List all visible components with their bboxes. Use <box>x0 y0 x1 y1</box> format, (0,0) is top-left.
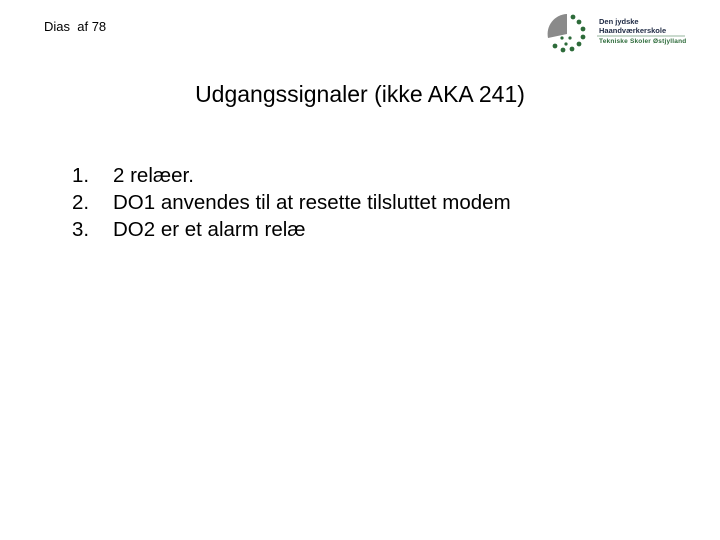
slide-title <box>0 80 720 108</box>
school-logo <box>541 8 687 58</box>
logo-line-1: Den jydske <box>599 17 639 26</box>
list-item-text: DO2 er et alarm relæ <box>113 218 306 241</box>
numbered-list <box>72 162 511 243</box>
list-item-text: 2 relæer. <box>113 164 194 187</box>
slide-label: Dias <box>44 19 71 34</box>
list-item-number: 2. <box>72 191 90 214</box>
slide-counter <box>44 19 106 35</box>
logo-line-3: Tekniske Skoler Østjylland <box>599 38 687 45</box>
list-item-number: 3. <box>72 218 90 241</box>
list-item-text: DO1 anvendes til at resette tilsluttet modem <box>113 191 511 214</box>
logo-line-2: Haandværkerskole <box>599 26 667 35</box>
slide-total: af 78 <box>77 19 107 34</box>
list-item <box>72 162 511 189</box>
list-item <box>72 216 511 243</box>
slide-title-text: Udgangssignaler (ikke AKA 241) <box>195 81 525 107</box>
list-item-number: 1. <box>72 164 90 187</box>
list-item <box>72 189 511 216</box>
